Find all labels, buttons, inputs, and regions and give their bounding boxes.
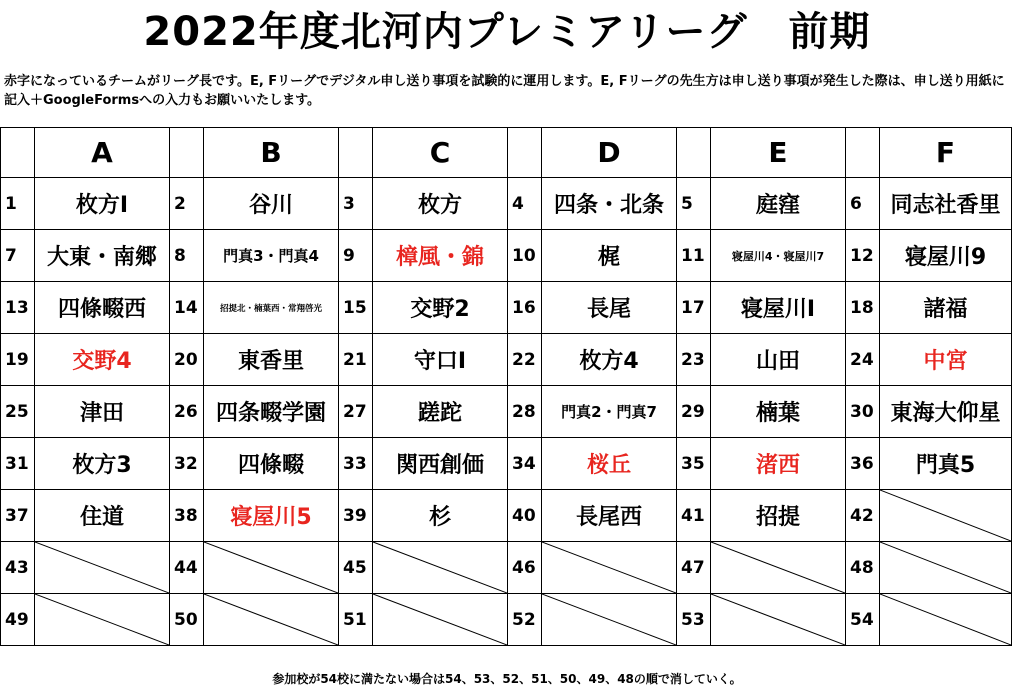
slot-number: 10	[508, 230, 542, 282]
slot-number: 26	[170, 386, 204, 438]
table-row	[1, 438, 1012, 490]
strike-diagonal-icon	[880, 542, 1011, 593]
team-name-leader: 樟風・錦	[373, 230, 508, 282]
slot-number: 28	[508, 386, 542, 438]
slot-number: 36	[846, 438, 880, 490]
strike-diagonal-icon	[35, 594, 169, 645]
slot-number: 44	[170, 542, 204, 594]
slot-number: 13	[1, 282, 35, 334]
notice-text: 赤字になっているチームがリーグ長です。E, Fリーグでデジタル申し送り事項を試験的に運用します。E, Fリーグの先生方は申し送り事項が発生した際は、申し送り用紙に記入＋GoogleFormsへの入力もお願いいたします。	[4, 74, 1005, 108]
team-name: 津田	[35, 386, 170, 438]
empty-slot	[711, 594, 846, 646]
slot-number: 32	[170, 438, 204, 490]
empty-slot	[373, 542, 508, 594]
slot-number: 23	[677, 334, 711, 386]
slot-number: 20	[170, 334, 204, 386]
slot-number: 38	[170, 490, 204, 542]
empty-slot	[35, 594, 170, 646]
slot-number: 37	[1, 490, 35, 542]
strike-diagonal-icon	[204, 594, 338, 645]
empty-slot	[880, 594, 1012, 646]
team-name: 招提	[711, 490, 846, 542]
team-name-leader: 桜丘	[542, 438, 677, 490]
slot-number: 35	[677, 438, 711, 490]
strike-diagonal-icon	[711, 594, 845, 645]
empty-slot	[880, 542, 1012, 594]
team-name: 庭窪	[711, 178, 846, 230]
slot-number: 40	[508, 490, 542, 542]
slot-number: 27	[339, 386, 373, 438]
team-name: 枚方4	[542, 334, 677, 386]
header-spacer	[1, 128, 35, 178]
slot-number: 42	[846, 490, 880, 542]
slot-number: 45	[339, 542, 373, 594]
team-name: 大東・南郷	[35, 230, 170, 282]
league-table	[0, 127, 1012, 646]
slot-number: 2	[170, 178, 204, 230]
team-name-leader: 渚西	[711, 438, 846, 490]
empty-slot	[204, 594, 339, 646]
team-name: 四条畷学園	[204, 386, 339, 438]
slot-number: 14	[170, 282, 204, 334]
slot-number: 54	[846, 594, 880, 646]
header-spacer	[846, 128, 880, 178]
league-column-header: E	[711, 128, 846, 178]
table-row	[1, 386, 1012, 438]
slot-number: 12	[846, 230, 880, 282]
slot-number: 4	[508, 178, 542, 230]
header-spacer	[339, 128, 373, 178]
empty-slot	[711, 542, 846, 594]
team-name: 寝屋川9	[880, 230, 1012, 282]
empty-slot	[542, 594, 677, 646]
team-name: 東海大仰星	[880, 386, 1012, 438]
strike-diagonal-icon	[373, 542, 507, 593]
strike-diagonal-icon	[204, 542, 338, 593]
team-name: 山田	[711, 334, 846, 386]
empty-slot	[35, 542, 170, 594]
slot-number: 53	[677, 594, 711, 646]
slot-number: 25	[1, 386, 35, 438]
header-spacer	[677, 128, 711, 178]
slot-number: 41	[677, 490, 711, 542]
slot-number: 24	[846, 334, 880, 386]
slot-number: 7	[1, 230, 35, 282]
header-spacer	[170, 128, 204, 178]
column-header-row	[1, 128, 1012, 178]
team-name: 楠葉	[711, 386, 846, 438]
slot-number: 30	[846, 386, 880, 438]
team-name: 門真5	[880, 438, 1012, 490]
slot-number: 43	[1, 542, 35, 594]
team-name-leader: 交野4	[35, 334, 170, 386]
team-name: 住道	[35, 490, 170, 542]
team-name: 四条・北条	[542, 178, 677, 230]
table-row	[1, 490, 1012, 542]
team-name: 東香里	[204, 334, 339, 386]
team-name: 寝屋川4・寝屋川7	[711, 230, 846, 282]
slot-number: 5	[677, 178, 711, 230]
strike-diagonal-icon	[373, 594, 507, 645]
team-name: 長尾西	[542, 490, 677, 542]
league-column-header: C	[373, 128, 508, 178]
strike-diagonal-icon	[542, 594, 676, 645]
team-name: 招提北・楠葉西・常翔啓光	[204, 282, 339, 334]
slot-number: 46	[508, 542, 542, 594]
slot-number: 8	[170, 230, 204, 282]
slot-number: 15	[339, 282, 373, 334]
table-row	[1, 282, 1012, 334]
table-row	[1, 334, 1012, 386]
team-name: 門真3・門真4	[204, 230, 339, 282]
empty-slot	[204, 542, 339, 594]
team-name: 同志社香里	[880, 178, 1012, 230]
strike-diagonal-icon	[542, 542, 676, 593]
league-column-header: B	[204, 128, 339, 178]
slot-number: 51	[339, 594, 373, 646]
team-name: 枚方	[373, 178, 508, 230]
slot-number: 31	[1, 438, 35, 490]
team-name: 守口Ⅰ	[373, 334, 508, 386]
team-name: 関西創価	[373, 438, 508, 490]
empty-slot	[542, 542, 677, 594]
strike-diagonal-icon	[880, 594, 1011, 645]
slot-number: 49	[1, 594, 35, 646]
team-name-leader: 寝屋川5	[204, 490, 339, 542]
table-row	[1, 594, 1012, 646]
slot-number: 18	[846, 282, 880, 334]
slot-number: 52	[508, 594, 542, 646]
slot-number: 19	[1, 334, 35, 386]
header-spacer	[508, 128, 542, 178]
team-name-leader: 中宮	[880, 334, 1012, 386]
slot-number: 21	[339, 334, 373, 386]
team-name: 四條畷	[204, 438, 339, 490]
slot-number: 47	[677, 542, 711, 594]
slot-number: 48	[846, 542, 880, 594]
slot-number: 6	[846, 178, 880, 230]
slot-number: 3	[339, 178, 373, 230]
strike-diagonal-icon	[35, 542, 169, 593]
team-name: 長尾	[542, 282, 677, 334]
slot-number: 17	[677, 282, 711, 334]
strike-diagonal-icon	[711, 542, 845, 593]
team-name: 門真2・門真7	[542, 386, 677, 438]
slot-number: 1	[1, 178, 35, 230]
league-column-header: F	[880, 128, 1012, 178]
team-name: 枚方3	[35, 438, 170, 490]
slot-number: 50	[170, 594, 204, 646]
team-name: 寝屋川Ⅰ	[711, 282, 846, 334]
team-name: 梶	[542, 230, 677, 282]
slot-number: 29	[677, 386, 711, 438]
team-name: 枚方Ⅰ	[35, 178, 170, 230]
slot-number: 33	[339, 438, 373, 490]
team-name: 杉	[373, 490, 508, 542]
slot-number: 39	[339, 490, 373, 542]
table-row	[1, 542, 1012, 594]
footer-note: 参加校が54校に満たない場合は54、53、52、51、50、49、48の順で消していく。	[272, 672, 742, 686]
league-column-header: D	[542, 128, 677, 178]
team-name: 四條畷西	[35, 282, 170, 334]
empty-slot	[880, 490, 1012, 542]
team-name: 谷川	[204, 178, 339, 230]
slot-number: 16	[508, 282, 542, 334]
table-row	[1, 230, 1012, 282]
slot-number: 34	[508, 438, 542, 490]
strike-diagonal-icon	[880, 490, 1011, 541]
table-row	[1, 178, 1012, 230]
slot-number: 22	[508, 334, 542, 386]
empty-slot	[373, 594, 508, 646]
team-name: 交野2	[373, 282, 508, 334]
league-column-header: A	[35, 128, 170, 178]
slot-number: 9	[339, 230, 373, 282]
page-title: 2022年度北河内プレミアリーグ 前期	[143, 9, 871, 55]
slot-number: 11	[677, 230, 711, 282]
team-name: 蹉跎	[373, 386, 508, 438]
team-name: 諸福	[880, 282, 1012, 334]
